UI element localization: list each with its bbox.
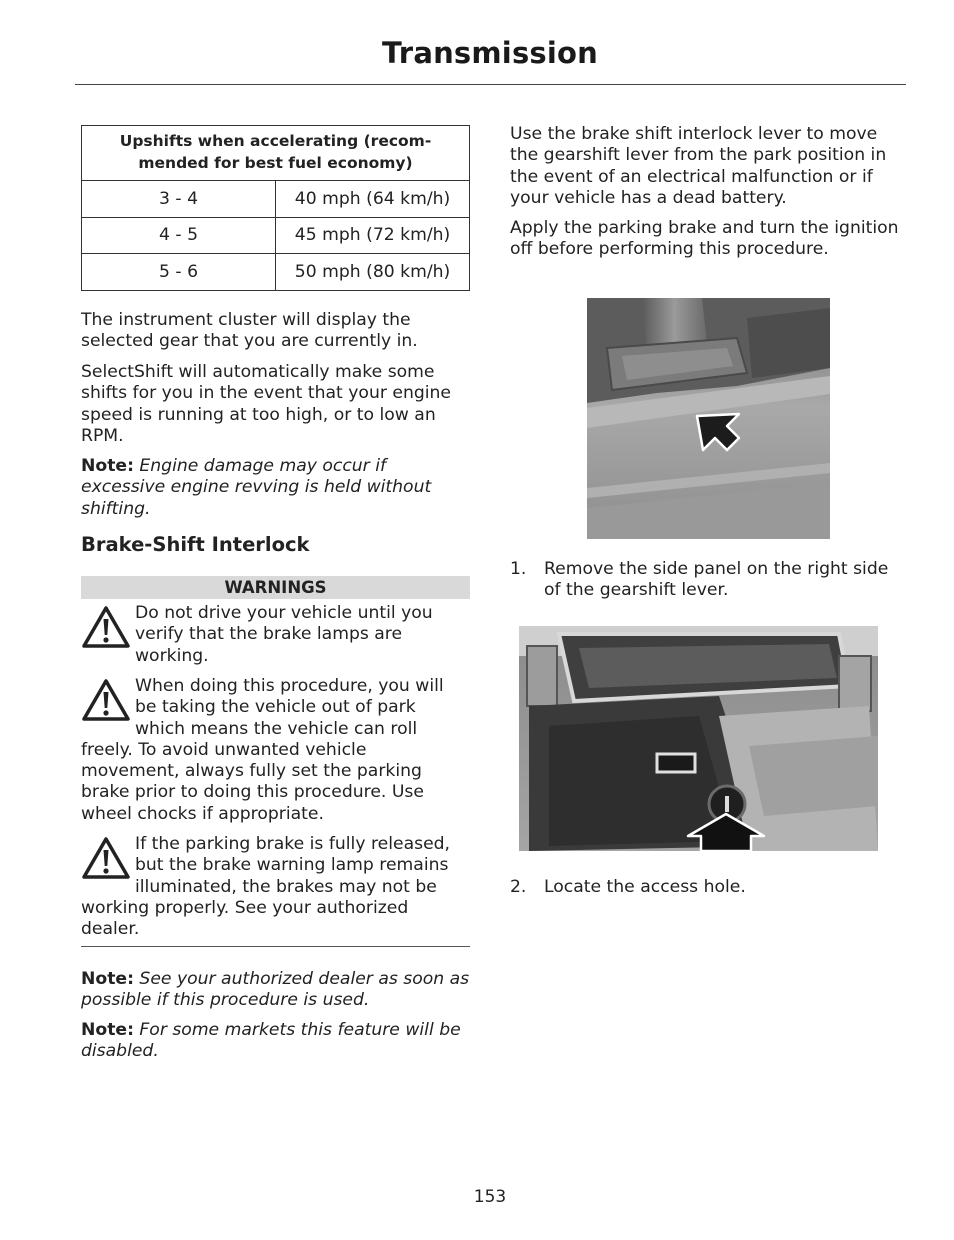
gear-cell: 3 - 4 [82,181,276,218]
warning-text: When doing this procedure, you will be taking the vehicle out of park which means the vehicle can roll freely. To avoid unwanted vehicle movement, always fully set the parking brake prior to doing this procedure. Use wheel chocks if appropriate. [81,676,444,824]
note-text: For some markets this feature will be disabled. [81,1020,461,1062]
note-text: Engine damage may occur if excessive engine revving is held without shifting. [81,456,432,519]
header-rule [75,84,906,85]
parking-brake-paragraph: Apply the parking brake and turn the ignition off before performing this procedure. [510,218,899,260]
table-row [82,217,470,254]
speed-cell: 40 mph (64 km/h) [276,181,470,218]
warnings-end-rule [81,946,470,947]
upshift-header-line1: Upshifts when accelerating (recom- [119,132,432,150]
step-text: Locate the access hole. [544,877,746,897]
photo-access-hole [519,626,878,851]
left-para-1-block [81,310,470,353]
table-row [82,181,470,218]
warning-text: If the parking brake is fully released, but the brake warning lamp remains illuminated, the brakes may not be working properly. See your authorized dealer. [81,834,451,940]
step-1 [510,559,902,602]
note-text: See your authorized dealer as soon as possible if this procedure is used. [81,969,470,1011]
interlock-paragraph: Use the brake shift interlock lever to move the gearshift lever from the park position in the event of an electrical malfunction or if your vehicle has a dead battery. [510,124,887,208]
warning-roll-freely [81,676,470,825]
left-para-2-block [81,362,470,447]
note-engine [81,456,470,520]
warning-triangle-icon [81,605,131,649]
right-para-1-block [510,124,902,209]
photo-gearshift-console [587,298,830,539]
note-dealer [81,969,470,1012]
gear-cell: 4 - 5 [82,217,276,254]
right-para-2-block [510,218,902,261]
upshift-header-line2: mended for best fuel economy) [138,154,413,172]
speed-cell: 45 mph (72 km/h) [276,217,470,254]
note-markets-block [81,1020,470,1063]
warnings-heading: WARNINGS [81,576,470,599]
selectshift-paragraph: SelectShift will automatically make some shifts for you in the event that your engine speed is running at too high, or to low an RPM. [81,362,451,446]
upshift-table [81,125,470,291]
page-number: 153 [473,1187,507,1207]
note-markets [81,1020,470,1063]
step-number: 1. [510,559,527,579]
note-label: Note: [81,456,134,476]
section-heading: Brake-Shift Interlock [81,533,310,556]
note-engine-block [81,456,470,520]
warning-triangle-icon [81,678,131,722]
table-row [82,254,470,291]
step-text: Remove the side panel on the right side of the gearshift lever. [544,559,889,601]
step-number: 2. [510,877,527,897]
page-title: Transmission [382,36,598,70]
warning-triangle-icon [81,836,131,880]
warning-brake-lamp-on [81,834,470,940]
speed-cell: 50 mph (80 km/h) [276,254,470,291]
note-label: Note: [81,1020,134,1040]
warning-brake-lamps [81,603,470,667]
gear-cell: 5 - 6 [82,254,276,291]
step-2 [510,877,902,898]
upshift-table-header [82,126,470,181]
note-dealer-block [81,969,470,1012]
note-label: Note: [81,969,134,989]
cluster-paragraph: The instrument cluster will display the selected gear that you are currently in. [81,310,418,352]
warning-text: Do not drive your vehicle until you verify that the brake lamps are working. [135,603,433,666]
